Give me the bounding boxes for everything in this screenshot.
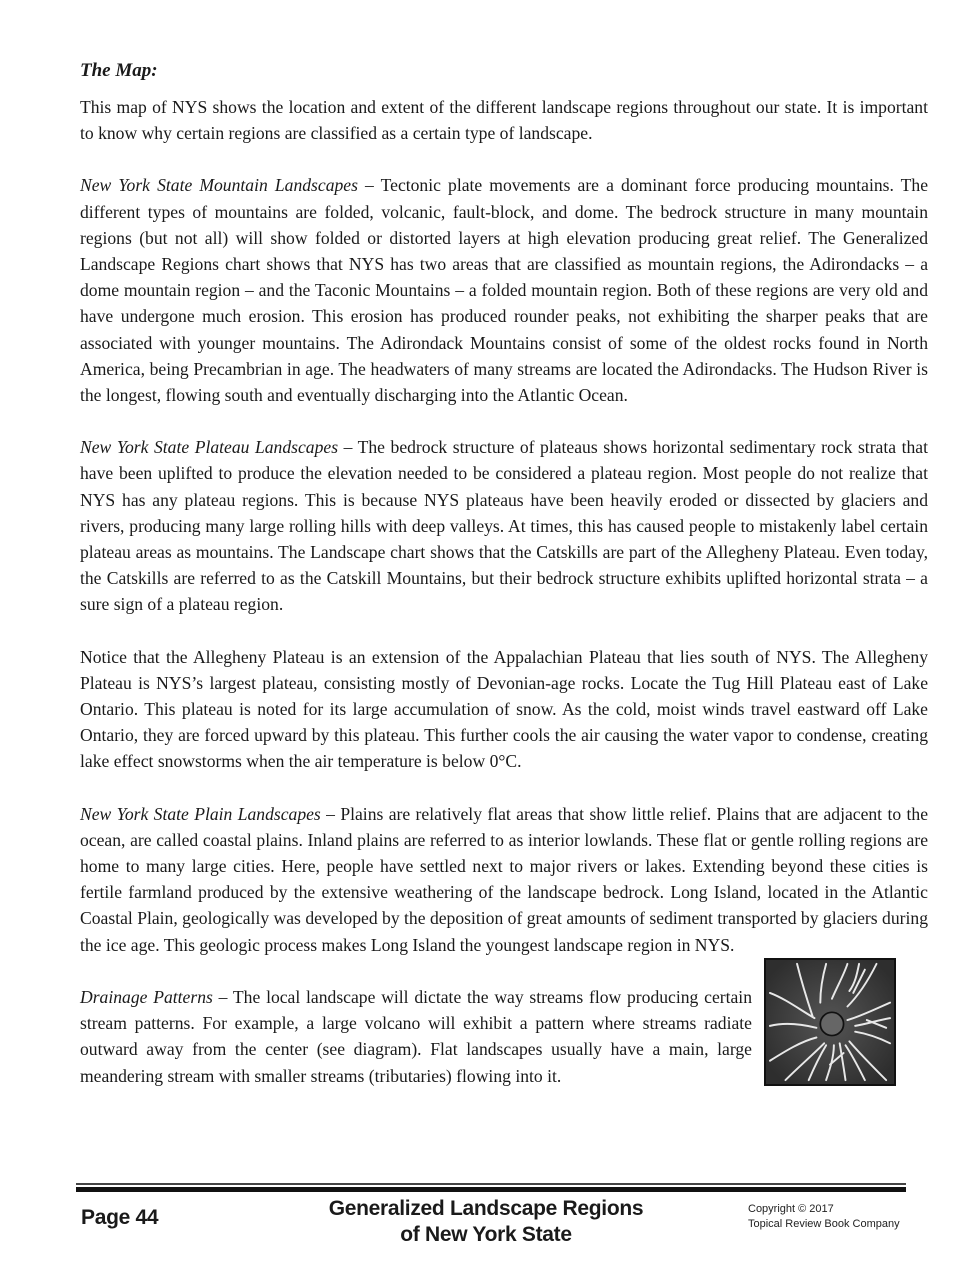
drainage-lead: Drainage Patterns: [80, 986, 213, 1007]
footer-rule-thin: [76, 1183, 906, 1185]
drainage-paragraph: [80, 984, 752, 1089]
radial-drainage-diagram: [764, 958, 896, 1086]
mountain-lead: New York State Mountain Landscapes: [80, 175, 358, 196]
footer-title-line1: Generalized Landscape Regions: [328, 1197, 644, 1220]
document-page: [80, 58, 928, 1089]
plateau-paragraph: [80, 434, 928, 617]
footer-divider: [76, 1183, 906, 1192]
plateau-body: – The bedrock structure of plateaus shows horizontal sedimentary rock strata that have been uplifted to produce the elevation needed to be considered a plateau region. Most people do not realize that NYS has any plateau regions. This is because NYS plateaus have been heavily eroded or dissected by glaciers and rivers, producing many large rolling hills with deep valleys. At times, this has caused people to mistakenly label certain plateau areas as mountains. The Landscape chart shows that the Catskills are part of the Allegheny Plateau. Even today, the Catskills are referred to as the Catskill Mountains, but their bedrock structure exhibits uplifted horizontal strata – a sure sign of a plateau region.: [80, 437, 928, 615]
copyright-line1: Copyright © 2017: [748, 1203, 834, 1215]
page-number: Page 44: [81, 1206, 159, 1229]
footer-rule-thick: [76, 1187, 906, 1192]
footer-title: [286, 1196, 686, 1248]
plain-body: – Plains are relatively flat areas that show little relief. Plains that are adjacent to the ocean, are called coastal plains. Inland plains are referred to as interior lowlands. These flat or gentle rolling regions are home to many large cities. Here, people have settled next to major rivers or lakes. Extending beyond these cities is fertile farmland produced by the extensive weathering of the landscape bedrock. Long Island, located in the Atlantic Coastal Plain, geologically was developed by the deposition of great amounts of sediment transported by glaciers during the ice age. This geologic process makes Long Island the youngest landscape region in NYS.: [80, 803, 928, 955]
footer-title-line2: of New York State: [400, 1223, 572, 1246]
plateau-lead: New York State Plateau Landscapes: [80, 437, 339, 458]
mountain-body: – Tectonic plate movements are a dominant force producing mountains. The different types of mountains are folded, volcanic, fault-block, and dome. The bedrock structure in many mountain regions (but not all) will show folded or distorted layers at high elevation producing great relief. The Generalized Landscape Regions chart shows that NYS has two areas that are classified as mountain regions, the Adirondacks – a dome mountain region – and the Taconic Mountains – a folded mountain region. Both of these regions are very old and have undergone much erosion. This erosion has produced rounder peaks, not exhibiting the sharper peaks that are associated with younger mountains. The Adirondack Mountains consist of some of the oldest rocks found in North America, being Precambrian in age. The headwaters of many streams are located the Adirondacks. The Hudson River is the longest, flowing south and eventually discharging into the Atlantic Ocean.: [80, 175, 929, 406]
notice-paragraph: Notice that the Allegheny Plateau is an extension of the Appalachian Plateau that lies south of NYS. The Allegheny Plateau is NYS’s largest plateau, consisting mostly of Devonian-age rocks. Locate the Tug Hill Plateau east of Lake Ontario. This plateau is noted for its large accumulation of snow. As the cold, moist winds travel eastward off Lake Ontario, they are forced upward by this plateau. This further cools the air causing the water vapor to condense, creating lake effect snowstorms when the air temperature is below 0°C.: [80, 646, 928, 772]
section-heading: The Map:: [80, 60, 158, 81]
plain-paragraph: [80, 801, 928, 958]
copyright-line2: Topical Review Book Company: [748, 1218, 900, 1230]
drainage-body: – The local landscape will dictate the way streams flow producing certain stream patterns. For example, a large volcano will exhibit a pattern where streams radiate outward away from the center (see diagram). Flat landscapes usually have a main, large meandering stream with smaller streams (tributaries) flowing into it.: [80, 986, 752, 1086]
drainage-section: [80, 984, 928, 1089]
mountain-paragraph: [80, 172, 928, 408]
radial-streams-icon: [766, 960, 894, 1084]
copyright-notice: [748, 1202, 900, 1232]
intro-paragraph: This map of NYS shows the location and extent of the different landscape regions throughout our state. It is important to know why certain regions are classified as a certain type of landscape.: [80, 97, 928, 144]
page-footer: [76, 1196, 906, 1256]
plain-lead: New York State Plain Landscapes: [80, 803, 321, 824]
